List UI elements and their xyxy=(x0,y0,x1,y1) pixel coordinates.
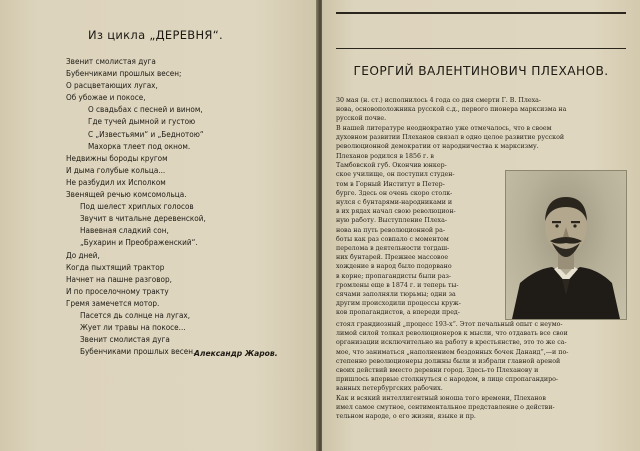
paragraph-3 xyxy=(336,152,498,318)
poem-line: С „Известьями“ и „Беднотою“ xyxy=(88,128,204,139)
text-line: 30 мая (н. ст.) исполнилось 4 года со дня смерти Г. В. Плеха- xyxy=(336,97,542,104)
poem-line: Гремя замечется мотор. xyxy=(66,297,160,308)
poem-line: Звенит смолистая дуга xyxy=(66,56,156,66)
poem-line: Махорка тлеет под окном. xyxy=(88,140,191,151)
poem-line: Об убожае и покосе, xyxy=(66,92,146,103)
poem-line: И по проселочному тракту xyxy=(66,285,169,296)
text-line: духовном развитии Плеханов связал в одно целое развитие русской xyxy=(336,134,565,142)
poem-line: О свадьбах с песней и вином, xyxy=(88,104,203,115)
top-rule xyxy=(336,12,626,14)
poem-line: О расцветающих лугах, xyxy=(66,80,158,91)
text-line: другим происходили процессы круж- xyxy=(336,300,461,308)
text-line: пришлось впервые столкнуться с народом, в лице спропагандиро- xyxy=(336,376,559,384)
text-line: перелома в деятельности тогдаш- xyxy=(336,245,450,253)
text-line: русской почве. xyxy=(336,115,387,123)
poem-line: „Бухарин и Преображенский“. xyxy=(80,237,198,248)
poem-author: Александр Жаров. xyxy=(194,349,278,358)
poem-title: Из цикла „ДЕРЕВНЯ“. xyxy=(88,28,223,42)
portrait-image-icon xyxy=(506,171,626,319)
text-line: Как и всякий интеллигентный юноша того времени, Плеханов xyxy=(336,395,546,402)
poem-line: Бубенчиками прошлых весен; xyxy=(66,68,182,79)
poem-line: Звучит в читальне деревенской, xyxy=(80,213,206,224)
text-line: стоял грандиозный „процесс 193-х“. Этот печальный опыт с неумо- xyxy=(336,321,563,328)
text-line: ское училище, он поступил студен- xyxy=(336,171,455,179)
text-line: мое, что заниматься „наполнением бездонных бочек Данаид“,—и по- xyxy=(336,348,569,356)
poem-line: Недвижны бороды кругом xyxy=(66,152,168,163)
text-line: громлены еще в 1874 г. и теперь ты- xyxy=(336,281,459,289)
poem-line: Пасется дь солнце на лугах, xyxy=(80,309,191,320)
portrait-photo xyxy=(505,170,627,320)
paragraph-1 xyxy=(336,96,626,124)
text-line: тельном народе, о его жизни, языке и пр. xyxy=(336,413,476,421)
article-title: ГЕОРГИЙ ВАЛЕНТИНОВИЧ ПЛЕХАНОВ. xyxy=(353,64,609,78)
text-line: революционной демократии от народничества к марксизму. xyxy=(336,143,539,151)
text-line: своих действий вместо деревни город. Здесь-то Плеханову и xyxy=(336,367,539,375)
poem-line: Где тучей дымной и густою xyxy=(88,116,196,127)
text-line: сячами заполняли тюрьмы; одни за xyxy=(336,291,456,299)
poem-line: Навевная сладкий сон, xyxy=(80,225,169,236)
text-line: том в Горный Институт в Петер- xyxy=(336,180,445,188)
paragraph-5 xyxy=(336,394,626,422)
poem-line: Начнет на пашне разговор, xyxy=(66,273,172,284)
text-line: ванных петербургских рабочих. xyxy=(336,385,443,393)
text-line: Плеханов родился в 1856 г. в xyxy=(336,153,434,160)
poem-line: Под шелест хриплых голосов xyxy=(80,201,194,212)
header-rule xyxy=(336,48,626,49)
left-page xyxy=(0,0,318,451)
text-line: ков пропагандистов, а впереди пред- xyxy=(336,309,460,317)
text-line: лимой силой толкал революционеров к мысли, что отдавать все свои xyxy=(336,330,568,338)
poem-body xyxy=(66,55,296,357)
text-line: них бунтарей. Прежнее массовое xyxy=(336,254,449,262)
text-line: организации исключительно на работу в крестьянстве, это то же са- xyxy=(336,339,567,347)
text-line: нулся с бунтарями-народниками и xyxy=(336,199,453,207)
text-line: бурге. Здесь он очень скоро столк- xyxy=(336,189,453,197)
text-line: ную работу. Выступление Плеха- xyxy=(336,217,447,225)
poem-line: Звенящей речью комсомольца. xyxy=(66,189,187,200)
text-line: нова, основоположника русской с.д., первого пионера марксизма на xyxy=(336,106,567,114)
text-line: боты как раз совпало с моментом xyxy=(336,235,449,243)
text-line: имел самое смутное, сентиментальное представление о действи- xyxy=(336,404,555,412)
poem-line: Жует ли травы на покосе... xyxy=(80,322,186,333)
text-line: в корне; пропагандисты были раз- xyxy=(336,272,452,280)
paragraph-4 xyxy=(336,320,626,394)
text-line: хождение в народ было подорвано xyxy=(336,263,452,271)
paragraph-2 xyxy=(336,124,626,152)
poem-line: И дыма голубые кольца... xyxy=(66,164,166,175)
poem-line: Бубенчиками прошлых весен. xyxy=(80,346,196,357)
text-line: нова на путь революционной ра- xyxy=(336,226,445,234)
poem-line: Когда пыхтящий трактор xyxy=(66,261,165,272)
text-line: Тамбовской губ. Окончив юнкер- xyxy=(336,162,447,170)
text-line: степенно революционеры должны были и избрали главной ареной xyxy=(336,357,561,365)
text-line: В нашей литературе неоднократно уже отмечалось, что в своем xyxy=(336,125,552,132)
poem-line: До дней, xyxy=(66,249,100,260)
poem-line: Звенит смолистая дуга xyxy=(80,334,170,345)
text-line: в их рядах начал свою революцион- xyxy=(336,208,456,216)
poem-line: Не разбудил их Исполком xyxy=(66,176,166,187)
